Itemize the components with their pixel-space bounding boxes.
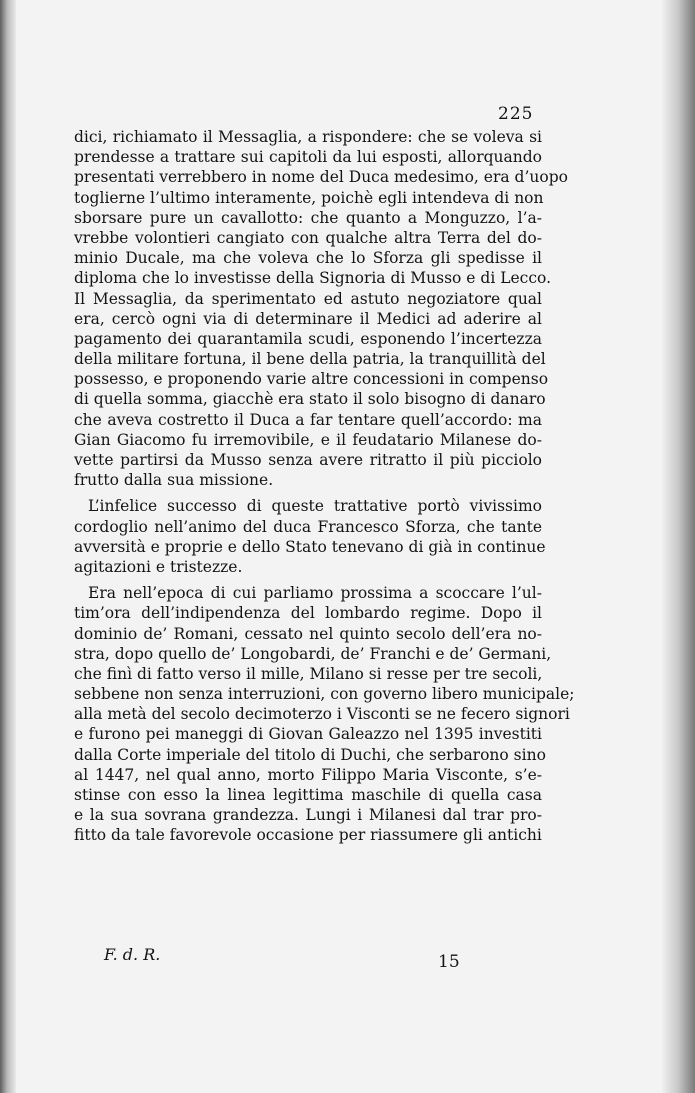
text-line: Era nell’epoca di cui parliamo prossima a scoccare l’ul-: [88, 584, 542, 603]
text-line: agitazioni e tristezze.: [74, 557, 243, 576]
text-line: che aveva costretto il Duca a far tentare quell’accordo: ma: [74, 410, 542, 429]
text-line: della militare fortuna, il bene della patria, la tranquillità del: [74, 350, 546, 369]
text-line: dici, richiamato il Messaglia, a rispondere: che se voleva si: [74, 128, 542, 146]
paragraph: [74, 127, 568, 490]
text-line: pagamento dei quarantamila scudi, esponendo l’incertezza: [74, 329, 542, 348]
page-number: 225: [498, 104, 534, 124]
text-line: dominio de’ Romani, cessato nel quinto secolo dell’era no-: [74, 624, 542, 643]
text-line: diploma che lo investisse della Signoria di Musso e di Lecco.: [74, 269, 552, 288]
text-line: alla metà del secolo decimoterzo i Visconti se ne fecero signori: [74, 705, 570, 724]
text-line: possesso, e proponendo varie altre concessioni in compenso: [74, 370, 549, 389]
text-line: stinse con esso la linea legittima maschile di quella casa: [74, 786, 542, 804]
text-line: e furono pei maneggi di Giovan Galeazzo nel 1395 investiti: [74, 725, 542, 744]
text-line: L’infelice successo di queste trattative portò vivissimo: [88, 497, 542, 516]
text-line: minio Ducale, ma che voleva che lo Sforza gli spedisse il: [74, 249, 542, 268]
text-line: cordoglio nell’animo del duca Francesco Sforza, che tante: [74, 517, 542, 536]
signature-number: 15: [438, 952, 460, 972]
text-line: Gian Giacomo fu irremovibile, e il feudatario Milanese do-: [74, 430, 542, 449]
text-line: Il Messaglia, da sperimentato ed astuto negoziatore qual: [74, 289, 542, 308]
text-line: avversità e proprie e dello Stato tenevano di già in continue: [74, 537, 546, 556]
text-line: sborsare pure un cavallotto: che quanto a Monguzzo, l’a-: [74, 208, 542, 227]
text-line: prendesse a trattare sui capitoli da lui esposti, allorquando: [74, 148, 542, 167]
text-line: di quella somma, giacchè era stato il solo bisogno di danaro: [74, 390, 546, 409]
paragraph: [74, 583, 575, 845]
text-line: tim’ora dell’indipendenza del lombardo regime. Dopo il: [74, 604, 542, 623]
text-line: che finì di fatto verso il mille, Milano si resse per tre secoli,: [74, 664, 543, 683]
text-line: vette partirsi da Musso senza avere ritratto il più picciolo: [74, 451, 542, 469]
text-line: presentati verrebbero in nome del Duca medesimo, era d’uopo: [74, 168, 568, 187]
text-line: frutto dalla sua missione.: [74, 471, 274, 490]
text-line: stra, dopo quello de’ Longobardi, de’ Franchi e de’ Germani,: [74, 644, 552, 663]
text-line: era, cercò ogni via di determinare il Medici ad aderire al: [74, 309, 542, 328]
signature-mark: F. d. R.: [104, 945, 161, 964]
text-line: e la sua sovrana grandezza. Lungi i Milanesi dal trar pro-: [74, 806, 542, 825]
text-line: sebbene non senza interruzioni, con governo libero municipale;: [74, 685, 575, 704]
page-right-edge-shadow: [661, 0, 695, 1093]
text-line: al 1447, nel qual anno, morto Filippo Maria Visconte, s’e-: [74, 765, 542, 784]
text-line: dalla Corte imperiale del titolo di Duchi, che serbarono sino: [74, 745, 546, 764]
page-left-edge-shadow: [0, 0, 16, 1093]
text-line: toglierne l’ultimo interamente, poichè egli intendeva di non: [74, 188, 544, 207]
body-text: [74, 127, 575, 846]
text-line: fitto da tale favorevole occasione per riassumere gli antichi: [74, 826, 542, 845]
paragraph: [74, 496, 546, 577]
text-line: vrebbe volontieri cangiato con qualche altra Terra del do-: [74, 228, 542, 247]
